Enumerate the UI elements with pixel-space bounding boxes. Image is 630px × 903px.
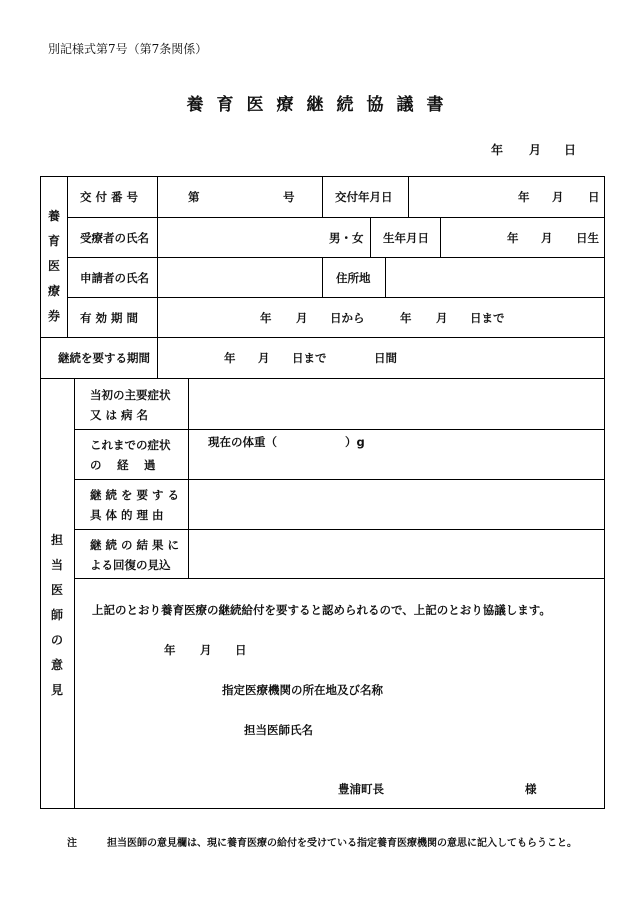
validity-period-label: 有 効 期 間	[80, 311, 139, 325]
symptom-progress-label-line2: の 経 過	[90, 458, 156, 472]
validity-from-month: 月	[296, 311, 308, 325]
continuation-day: 日まで	[292, 351, 327, 365]
applicant-name-label: 申請者の氏名	[80, 271, 149, 285]
issue-date-month: 月	[552, 190, 564, 204]
continuation-month: 月	[258, 351, 270, 365]
continuation-period-label: 継続を要する期間	[58, 351, 150, 365]
validity-to-month: 月	[436, 311, 448, 325]
symptom-progress-label-line1: これまでの症状	[90, 438, 171, 452]
recovery-outlook-label-line1: 継 続 の 結 果 に	[90, 538, 180, 552]
birth-year: 年	[507, 231, 519, 245]
initial-symptoms-label-line1: 当初の主要症状	[90, 388, 171, 402]
mayor-label: 豊浦町長	[338, 782, 384, 796]
page-title: 養育医療継続協議書	[186, 95, 457, 115]
header-date-month: 月	[529, 143, 542, 157]
issue-number-label: 交 付 番 号	[80, 190, 139, 204]
validity-to-day: 日まで	[470, 311, 505, 325]
birth-date-label: 生年月日	[383, 231, 429, 245]
footnote-mark: 注	[67, 838, 77, 849]
continuation-year: 年	[224, 351, 236, 365]
number-suffix: 号	[283, 190, 295, 204]
issue-date-label: 交付年月日	[335, 190, 393, 204]
institution-label: 指定医療機関の所在地及び名称	[222, 683, 383, 697]
sign-date-year: 年	[164, 643, 176, 657]
validity-from-day: 日から	[330, 311, 365, 325]
issue-date-year: 年	[518, 190, 530, 204]
honorific: 様	[525, 782, 537, 796]
continuation-reason-label-line2: 具 体 的 理 由	[90, 508, 164, 522]
number-prefix: 第	[188, 190, 200, 204]
continuation-days: 日間	[374, 351, 397, 365]
validity-from-year: 年	[260, 311, 272, 325]
initial-symptoms-label-line2: 又 は 病 名	[90, 408, 149, 422]
footnote-text: 担当医師の意見欄は、現に養育医療の給付を受けている指定養育医療機関の意思に記入してもらうこと。	[107, 838, 577, 849]
continuation-reason-label-line1: 継 続 を 要 す る	[90, 488, 180, 502]
doctor-side-label: 担当医師の意見	[50, 533, 63, 697]
header-date-day: 日	[564, 143, 577, 157]
issue-date-day: 日	[588, 190, 600, 204]
recovery-outlook-label-line2: よる回復の見込	[90, 558, 171, 572]
doctor-name-label: 担当医師氏名	[244, 723, 313, 737]
form-reference: 別記様式第7号（第7条関係）	[48, 42, 208, 56]
sex-label: 男・女	[329, 231, 364, 245]
sign-date-day: 日	[235, 643, 247, 657]
address-label: 住所地	[336, 271, 371, 285]
header-date-year: 年	[491, 143, 504, 157]
validity-to-year: 年	[400, 311, 412, 325]
certificate-side-label: 養育医療券	[47, 209, 60, 323]
recipient-name-label: 受療者の氏名	[80, 231, 149, 245]
agreement-statement: 上記のとおり養育医療の継続給付を要すると認められるので、上記のとおり協議します。	[92, 603, 551, 617]
birth-day: 日生	[576, 231, 599, 245]
current-weight-label: 現在の体重（	[208, 435, 277, 449]
current-weight-unit: ）g	[345, 435, 365, 449]
birth-month: 月	[541, 231, 553, 245]
sign-date-month: 月	[200, 643, 212, 657]
